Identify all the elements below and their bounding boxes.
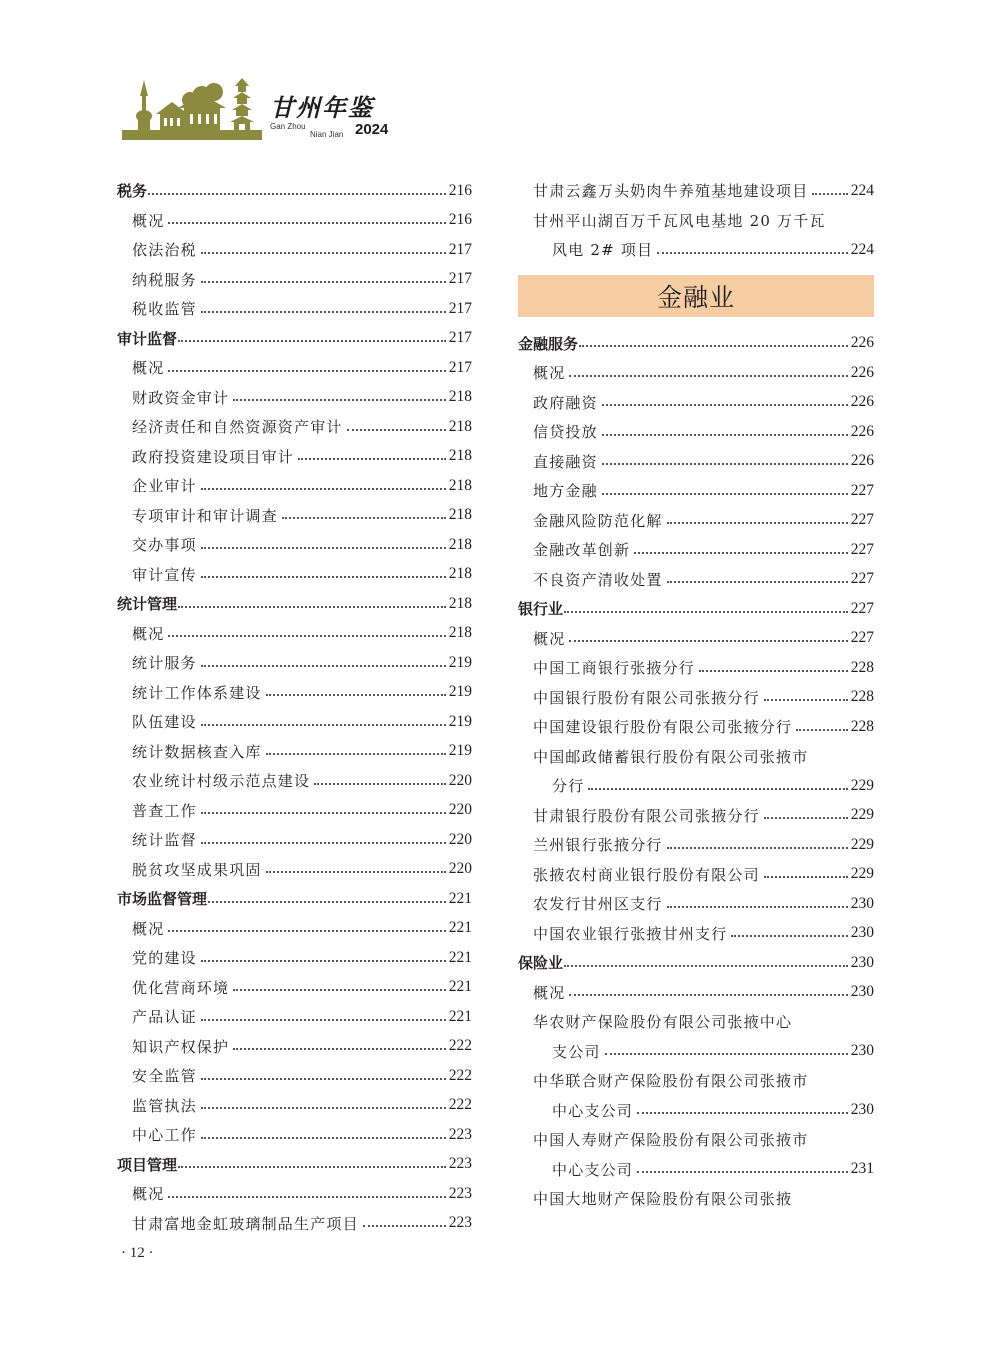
toc-entry-page: 226 — [850, 334, 874, 352]
dot-leader — [168, 635, 445, 637]
toc-entry[interactable] — [117, 383, 472, 413]
toc-entry[interactable] — [117, 737, 472, 767]
toc-entry-page: 230 — [850, 953, 874, 971]
toc-entry[interactable] — [518, 476, 874, 506]
toc-entry-page: 226 — [850, 452, 874, 470]
toc-entry[interactable] — [518, 176, 874, 206]
toc-entry-page: 218 — [448, 447, 472, 465]
dot-leader — [168, 370, 445, 372]
toc-entry-page: 219 — [448, 653, 472, 671]
toc-entry-page: 228 — [850, 658, 874, 676]
dot-leader — [201, 1078, 446, 1080]
toc-entry[interactable] — [518, 653, 874, 683]
toc-entry-page: 230 — [850, 983, 874, 1001]
dot-leader — [667, 522, 848, 524]
toc-entry-page: 220 — [448, 771, 472, 789]
dot-leader — [602, 493, 848, 495]
toc-entry-page: 227 — [850, 629, 874, 647]
toc-entry[interactable] — [518, 417, 874, 447]
toc-section-entry[interactable] — [518, 329, 874, 359]
toc-entry-title: 市场监督管理 — [117, 890, 208, 909]
toc-entry[interactable] — [518, 235, 874, 265]
toc-entry[interactable] — [518, 919, 874, 949]
dot-leader — [201, 488, 446, 490]
toc-entry-title: 保险业 — [518, 954, 564, 973]
toc-right-entries — [518, 329, 874, 1214]
toc-entry[interactable] — [117, 1120, 472, 1150]
toc-right-top-entries — [518, 176, 874, 265]
toc-entry-page: 222 — [448, 1037, 472, 1055]
dot-leader — [233, 399, 446, 401]
dot-leader — [564, 965, 848, 967]
toc-entry-page: 217 — [448, 270, 472, 288]
toc-entry[interactable] — [117, 235, 472, 265]
toc-entry-page: 219 — [448, 742, 472, 760]
toc-entry-page: 227 — [850, 481, 874, 499]
toc-entry-page: 230 — [850, 1101, 874, 1119]
toc-entry[interactable] — [518, 860, 874, 890]
toc-entry-title: 统计工作体系建设 — [132, 683, 262, 702]
toc-entry-page: 224 — [850, 240, 874, 258]
dot-leader — [699, 670, 848, 672]
toc-entry-title: 中心支公司 — [552, 1160, 634, 1179]
toc-entry[interactable] — [117, 1209, 472, 1239]
yearbook-title: 甘州年鉴 — [270, 93, 374, 122]
dot-leader — [208, 901, 446, 903]
toc-entry-page: 228 — [850, 688, 874, 706]
dot-leader — [667, 581, 848, 583]
dot-leader — [201, 281, 446, 283]
toc-entry-title: 金融风险防范化解 — [533, 511, 663, 530]
toc-entry-page: 227 — [850, 540, 874, 558]
toc-entry[interactable] — [117, 353, 472, 383]
dot-leader — [201, 812, 446, 814]
toc-entry-page: 229 — [850, 776, 874, 794]
toc-entry-title: 概况 — [533, 364, 566, 383]
toc-entry-page: 217 — [448, 240, 472, 258]
dot-leader — [201, 1137, 446, 1139]
toc-entry-page: 227 — [850, 511, 874, 529]
toc-entry[interactable] — [518, 830, 874, 860]
toc-entry-page: 216 — [448, 211, 472, 229]
toc-entry-page: 218 — [448, 624, 472, 642]
toc-entry[interactable] — [117, 1091, 472, 1121]
toc-entry-title: 普查工作 — [132, 801, 197, 820]
toc-entry-page: 226 — [850, 393, 874, 411]
toc-entry[interactable] — [518, 1066, 874, 1096]
toc-entry[interactable] — [117, 707, 472, 737]
toc-entry[interactable] — [518, 506, 874, 536]
toc-entry[interactable] — [518, 358, 874, 388]
toc-entry-title: 直接融资 — [533, 452, 598, 471]
toc-entry-title: 概况 — [132, 919, 165, 938]
toc-entry-title: 依法治税 — [132, 241, 197, 260]
dot-leader — [637, 1171, 848, 1173]
toc-entry-page: 220 — [448, 860, 472, 878]
toc-entry-page: 228 — [850, 717, 874, 735]
toc-entry-title: 监管执法 — [132, 1096, 197, 1115]
toc-entry-page: 221 — [448, 919, 472, 937]
toc-entry-page: 230 — [850, 894, 874, 912]
dot-leader — [201, 1107, 446, 1109]
toc-entry[interactable] — [117, 973, 472, 1003]
toc-section-entry[interactable] — [117, 589, 472, 619]
yearbook-pinyin-nianjian: Nian Jian — [310, 130, 344, 139]
dot-leader — [579, 345, 848, 347]
dot-leader — [796, 729, 848, 731]
toc-entry-title: 支公司 — [552, 1042, 601, 1061]
page-header — [122, 72, 422, 142]
page-number: · 12 · — [121, 1245, 154, 1261]
toc-entry[interactable] — [117, 1002, 472, 1032]
toc-entry[interactable] — [518, 624, 874, 654]
toc-entry[interactable] — [518, 535, 874, 565]
dot-leader — [667, 847, 848, 849]
yearbook-year: 2024 — [355, 121, 389, 138]
toc-entry[interactable] — [518, 742, 874, 772]
toc-entry[interactable] — [518, 712, 874, 742]
toc-entry[interactable] — [518, 565, 874, 595]
dot-leader — [266, 694, 446, 696]
toc-entry-title: 中国邮政储蓄银行股份有限公司张掖市 — [533, 747, 809, 766]
dot-leader — [168, 930, 445, 932]
toc-entry-title: 概况 — [533, 983, 566, 1002]
toc-entry-title: 财政资金审计 — [132, 388, 230, 407]
toc-entry-page: 223 — [448, 1155, 472, 1173]
toc-entry-title: 交办事项 — [132, 536, 197, 555]
toc-entry[interactable] — [117, 1061, 472, 1091]
toc-entry-title: 甘肃银行股份有限公司张掖分行 — [533, 806, 760, 825]
dot-leader — [569, 375, 847, 377]
dot-leader — [634, 552, 848, 554]
toc-entry-title: 统计服务 — [132, 654, 197, 673]
toc-entry-title: 甘肃云鑫万头奶肉牛养殖基地建设项目 — [533, 182, 809, 201]
toc-entry[interactable] — [117, 530, 472, 560]
toc-section-entry[interactable] — [117, 1150, 472, 1180]
toc-entry-title: 概况 — [132, 624, 165, 643]
dot-leader — [637, 1112, 848, 1114]
toc-entry[interactable] — [518, 1007, 874, 1037]
ganzhou-skyline-logo-icon — [122, 72, 262, 140]
toc-entry-title: 概况 — [533, 629, 566, 648]
dot-leader — [602, 404, 848, 406]
toc-entry-title: 概况 — [132, 211, 165, 230]
toc-entry-title: 统计监督 — [132, 831, 197, 850]
toc-entry-title: 中心工作 — [132, 1126, 197, 1145]
toc-entry-page: 218 — [448, 565, 472, 583]
dot-leader — [657, 252, 848, 254]
toc-entry[interactable] — [518, 1184, 874, 1214]
dot-leader — [764, 817, 848, 819]
toc-entry-page: 229 — [850, 835, 874, 853]
toc-entry[interactable] — [117, 766, 472, 796]
dot-leader — [667, 906, 848, 908]
toc-entry-title: 银行业 — [518, 600, 564, 619]
dot-leader — [347, 429, 446, 431]
toc-entry-page: 231 — [850, 1160, 874, 1178]
toc-entry[interactable] — [518, 1155, 874, 1185]
toc-entry-page: 218 — [448, 506, 472, 524]
toc-entry-title: 农业统计村级示范点建设 — [132, 772, 311, 791]
toc-entry-page: 226 — [850, 422, 874, 440]
toc-entry-title: 企业审计 — [132, 477, 197, 496]
toc-entry-page: 221 — [448, 978, 472, 996]
dot-leader — [564, 611, 848, 613]
toc-entry-title: 兰州银行张掖分行 — [533, 836, 663, 855]
toc-entry-page: 219 — [448, 712, 472, 730]
dot-leader — [201, 252, 446, 254]
dot-leader — [314, 783, 446, 785]
chapter-banner: 金融业 — [518, 275, 874, 317]
dot-leader — [363, 1225, 446, 1227]
toc-entry-title: 专项审计和审计调查 — [132, 506, 278, 525]
toc-entry[interactable] — [518, 889, 874, 919]
toc-entry-page: 222 — [448, 1066, 472, 1084]
toc-entry[interactable] — [117, 471, 472, 501]
toc-entry-title: 信贷投放 — [533, 423, 598, 442]
toc-entry-page: 220 — [448, 830, 472, 848]
dot-leader — [605, 1053, 848, 1055]
toc-entry-title: 概况 — [132, 359, 165, 378]
toc-entry-title: 分行 — [552, 777, 585, 796]
toc-entry[interactable] — [518, 771, 874, 801]
toc-entry-title: 脱贫攻坚成果巩固 — [132, 860, 262, 879]
toc-entry-title: 统计管理 — [117, 595, 178, 614]
toc-entry[interactable] — [117, 442, 472, 472]
toc-entry-title: 农发行甘州区支行 — [533, 895, 663, 914]
toc-entry[interactable] — [117, 560, 472, 590]
toc-entry[interactable] — [117, 914, 472, 944]
toc-section-entry[interactable] — [117, 324, 472, 354]
yearbook-pinyin-ganzhou: Gan Zhou — [270, 122, 306, 131]
toc-entry-page: 223 — [448, 1184, 472, 1202]
toc-entry[interactable] — [518, 978, 874, 1008]
toc-entry-page: 217 — [448, 329, 472, 347]
toc-entry-page: 218 — [448, 594, 472, 612]
dot-leader — [298, 458, 446, 460]
toc-entry-page: 223 — [448, 1125, 472, 1143]
toc-entry[interactable] — [117, 855, 472, 885]
dot-leader — [731, 935, 847, 937]
dot-leader — [588, 788, 847, 790]
toc-entry[interactable] — [518, 683, 874, 713]
toc-entry-page: 217 — [448, 299, 472, 317]
dot-leader — [233, 989, 446, 991]
dot-leader — [201, 1019, 446, 1021]
toc-entry-title: 审计宣传 — [132, 565, 197, 584]
toc-entry[interactable] — [518, 801, 874, 831]
toc-entry-title: 风电 2# 项目 — [552, 241, 654, 260]
dot-leader — [148, 193, 446, 195]
dot-leader — [233, 1048, 446, 1050]
toc-entry-title: 纳税服务 — [132, 270, 197, 289]
toc-entry-page: 218 — [448, 476, 472, 494]
toc-entry-page: 224 — [850, 181, 874, 199]
toc-entry-title: 中国银行股份有限公司张掖分行 — [533, 688, 760, 707]
dot-leader — [178, 606, 446, 608]
dot-leader — [201, 960, 446, 962]
toc-entry-title: 政府投资建设项目审计 — [132, 447, 295, 466]
dot-leader — [178, 1166, 446, 1168]
toc-entry-page: 227 — [850, 599, 874, 617]
toc-entry-title: 甘州平山湖百万千瓦风电基地 20 万千瓦 — [533, 211, 826, 230]
toc-entry[interactable] — [117, 943, 472, 973]
toc-entry-page: 218 — [448, 417, 472, 435]
toc-section-entry[interactable] — [518, 948, 874, 978]
toc-entry-page: 219 — [448, 683, 472, 701]
toc-entry-title: 经济责任和自然资源资产审计 — [132, 418, 343, 437]
toc-entry-page: 218 — [448, 388, 472, 406]
toc-entry-title: 中国工商银行张掖分行 — [533, 659, 696, 678]
toc-entry-title: 张掖农村商业银行股份有限公司 — [533, 865, 760, 884]
toc-entry-title: 队伍建设 — [132, 713, 197, 732]
dot-leader — [569, 994, 847, 996]
toc-entry[interactable] — [117, 619, 472, 649]
toc-entry-title: 概况 — [132, 1185, 165, 1204]
dot-leader — [201, 576, 446, 578]
toc-entry[interactable] — [518, 447, 874, 477]
toc-entry-title: 产品认证 — [132, 1008, 197, 1027]
toc-entry-page: 221 — [448, 948, 472, 966]
toc-entry-title: 金融服务 — [518, 334, 579, 353]
toc-entry[interactable] — [117, 796, 472, 826]
toc-entry[interactable] — [117, 206, 472, 236]
dot-leader — [764, 699, 848, 701]
toc-entry-title: 甘肃富地金虹玻璃制品生产项目 — [132, 1214, 359, 1233]
toc-entry[interactable] — [117, 501, 472, 531]
toc-entry[interactable] — [117, 678, 472, 708]
toc-entry[interactable] — [518, 1037, 874, 1067]
toc-entry[interactable] — [518, 1096, 874, 1126]
dot-leader — [201, 547, 446, 549]
dot-leader — [201, 311, 446, 313]
dot-leader — [201, 665, 446, 667]
dot-leader — [201, 724, 446, 726]
toc-entry[interactable] — [117, 1032, 472, 1062]
toc-entry-page: 216 — [448, 181, 472, 199]
toc-right-column — [518, 176, 874, 1214]
toc-entry-page: 230 — [850, 924, 874, 942]
toc-entry-title: 华农财产保险股份有限公司张掖中心 — [533, 1013, 793, 1032]
toc-entry-page: 217 — [448, 358, 472, 376]
toc-entry-page: 226 — [850, 363, 874, 381]
toc-section-entry[interactable] — [117, 884, 472, 914]
toc-entry[interactable] — [117, 412, 472, 442]
toc-entry-page: 229 — [850, 865, 874, 883]
toc-entry[interactable] — [518, 388, 874, 418]
toc-entry-title: 中国农业银行张掖甘州支行 — [533, 924, 728, 943]
dot-leader — [266, 871, 446, 873]
toc-entry-title: 中华联合财产保险股份有限公司张掖市 — [533, 1072, 809, 1091]
toc-entry-title: 不良资产清收处置 — [533, 570, 663, 589]
toc-entry-page: 218 — [448, 535, 472, 553]
toc-section-entry[interactable] — [518, 594, 874, 624]
toc-entry-title: 统计数据核查入库 — [132, 742, 262, 761]
toc-entry-title: 党的建设 — [132, 949, 197, 968]
toc-entry-page: 227 — [850, 570, 874, 588]
dot-leader — [569, 640, 847, 642]
toc-entry-title: 政府融资 — [533, 393, 598, 412]
toc-entry-page: 222 — [448, 1096, 472, 1114]
toc-entry[interactable] — [518, 1125, 874, 1155]
toc-entry-page: 221 — [448, 1007, 472, 1025]
toc-entry-page: 220 — [448, 801, 472, 819]
toc-entry-page: 221 — [448, 889, 472, 907]
toc-entry-title: 税收监管 — [132, 300, 197, 319]
dot-leader — [812, 193, 847, 195]
toc-entry-title: 知识产权保护 — [132, 1037, 230, 1056]
toc-entry-title: 安全监管 — [132, 1067, 197, 1086]
toc-entry-title: 中国人寿财产保险股份有限公司张掖市 — [533, 1131, 809, 1150]
toc-entry[interactable] — [117, 294, 472, 324]
toc-left-column — [117, 176, 472, 1238]
toc-entry-page: 230 — [850, 1042, 874, 1060]
toc-entry-title: 中国建设银行股份有限公司张掖分行 — [533, 718, 793, 737]
dot-leader — [602, 434, 848, 436]
dot-leader — [266, 753, 446, 755]
toc-entry-title: 优化营商环境 — [132, 978, 230, 997]
toc-entry-title: 中心支公司 — [552, 1101, 634, 1120]
dot-leader — [168, 222, 445, 224]
toc-entry[interactable] — [518, 206, 874, 236]
toc-entry-title: 审计监督 — [117, 329, 178, 348]
toc-entry[interactable] — [117, 1179, 472, 1209]
toc-entry-title: 中国大地财产保险股份有限公司张掖 — [533, 1190, 793, 1209]
dot-leader — [201, 842, 446, 844]
toc-entry-page: 229 — [850, 806, 874, 824]
toc-entry-title: 项目管理 — [117, 1155, 178, 1174]
toc-entry[interactable] — [117, 825, 472, 855]
toc-entry-page: 223 — [448, 1214, 472, 1232]
toc-section-entry[interactable] — [117, 176, 472, 206]
toc-entry-title: 地方金融 — [533, 482, 598, 501]
dot-leader — [168, 1196, 445, 1198]
dot-leader — [602, 463, 848, 465]
dot-leader — [178, 340, 446, 342]
dot-leader — [282, 517, 446, 519]
toc-entry-title: 金融改革创新 — [533, 541, 631, 560]
dot-leader — [764, 876, 848, 878]
toc-entry[interactable] — [117, 265, 472, 295]
toc-entry[interactable] — [117, 648, 472, 678]
toc-entry-title: 税务 — [117, 182, 148, 201]
